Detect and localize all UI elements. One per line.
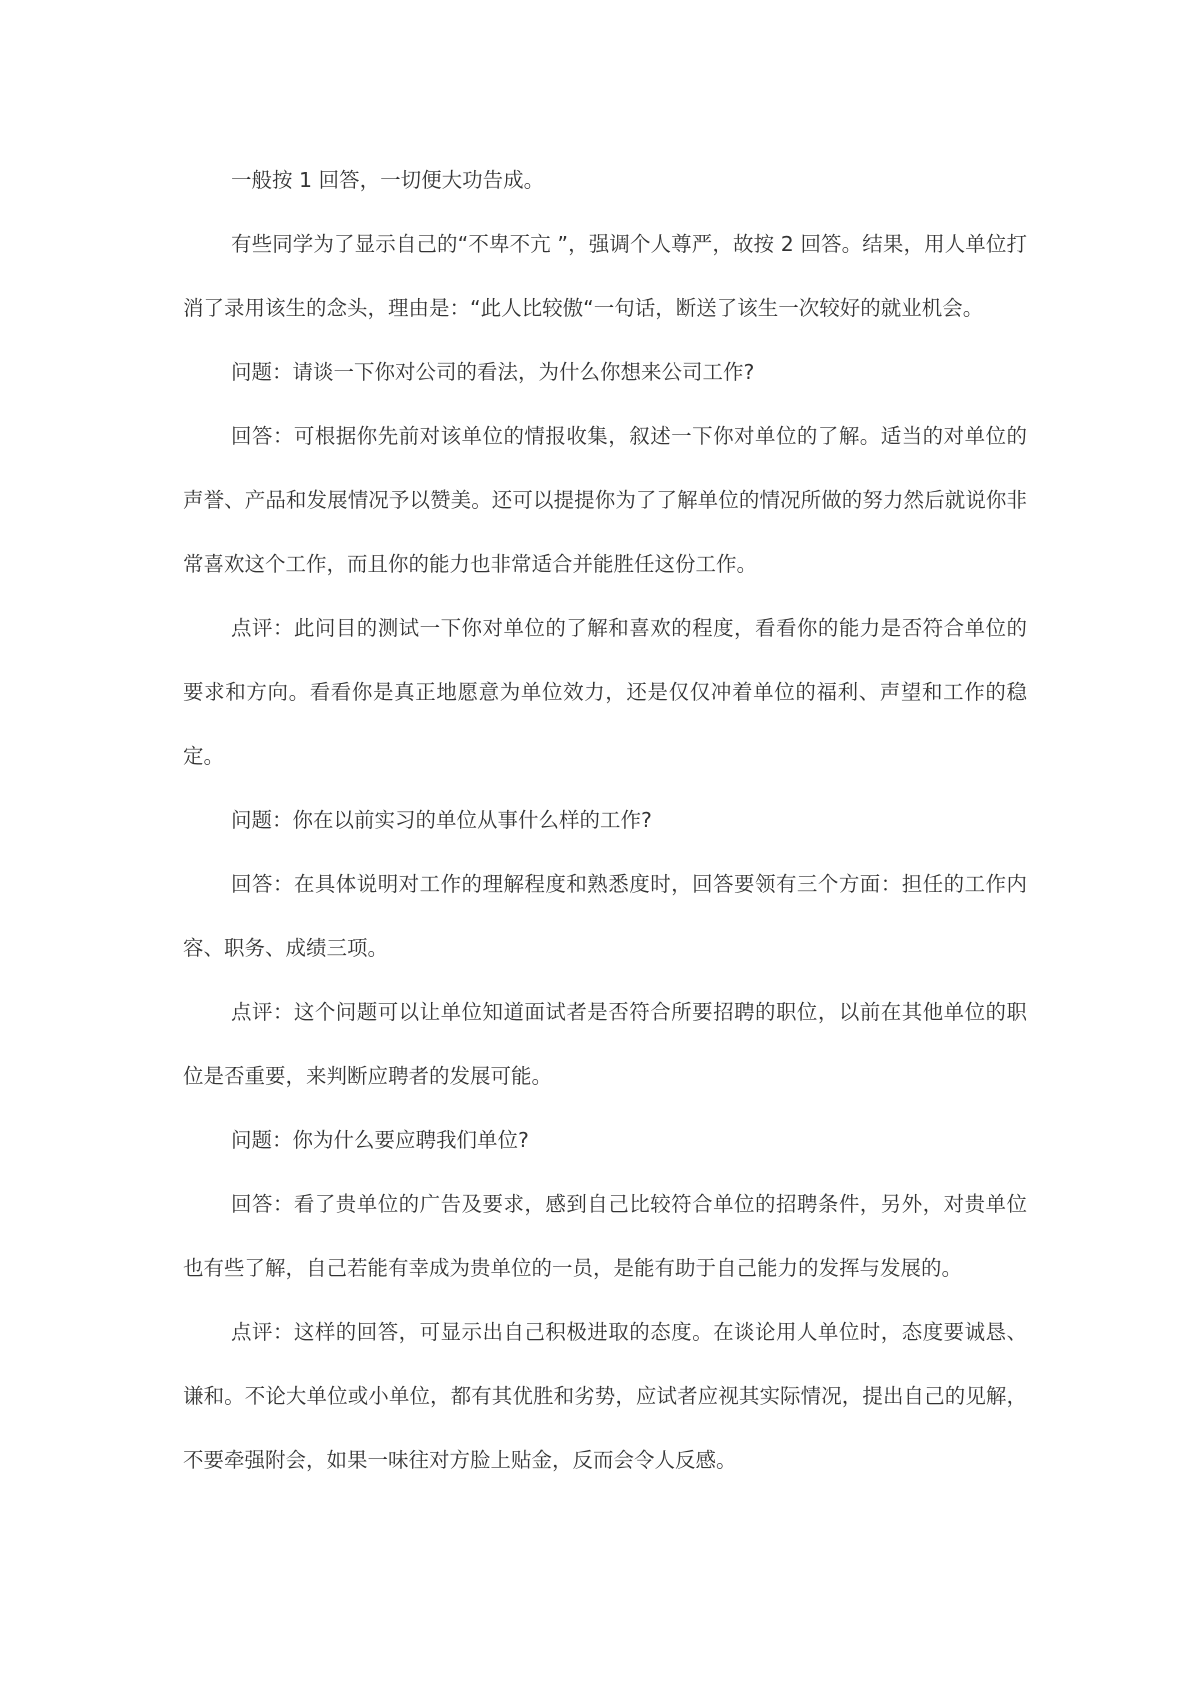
paragraph-2: 有些同学为了显示自己的“不卑不亢 ”，强调个人尊严，故按 2 回答。结果，用人单位打消了录用该生的念头，理由是：“此人比较傲“一句话，断送了该生一次较好的就业机会。 [183,232,1027,320]
document-body [183,148,1027,1492]
paragraph-7-answer: 回答：在具体说明对工作的理解程度和熟悉度时，回答要领有三个方面：担任的工作内容、职务、成绩三项。 [183,872,1027,960]
paragraph-4-answer: 回答：可根据你先前对该单位的情报收集，叙述一下你对单位的了解。适当的对单位的声誉、产品和发展情况予以赞美。还可以提提你为了了解单位的情况所做的努力然后就说你非常喜欢这个工作，而且你的能力也非常适合并能胜任这份工作。 [183,424,1027,576]
paragraph-10-answer: 回答：看了贵单位的广告及要求，感到自己比较符合单位的招聘条件，另外，对贵单位也有些了解，自己若能有幸成为贵单位的一员，是能有助于自己能力的发挥与发展的。 [183,1192,1027,1280]
paragraph-3-question: 问题：请谈一下你对公司的看法，为什么你想来公司工作? [231,360,755,384]
paragraph-1: 一般按 1 回答，一切便大功告成。 [231,168,545,192]
paragraph-6-question: 问题：你在以前实习的单位从事什么样的工作? [231,808,652,832]
paragraph-11-comment: 点评：这样的回答，可显示出自己积极进取的态度。在谈论用人单位时，态度要诚恳、谦和。不论大单位或小单位，都有其优胜和劣势，应试者应视其实际情况，提出自己的见解，不要牵强附会，如果一味往对方脸上贴金，反而会令人反感。 [183,1320,1027,1472]
paragraph-9-question: 问题：你为什么要应聘我们单位? [231,1128,529,1152]
paragraph-5-comment: 点评：此问目的测试一下你对单位的了解和喜欢的程度，看看你的能力是否符合单位的要求和方向。看看你是真正地愿意为单位效力，还是仅仅冲着单位的福利、声望和工作的稳定。 [183,616,1027,768]
paragraph-8-comment: 点评：这个问题可以让单位知道面试者是否符合所要招聘的职位，以前在其他单位的职位是否重要，来判断应聘者的发展可能。 [183,1000,1027,1088]
